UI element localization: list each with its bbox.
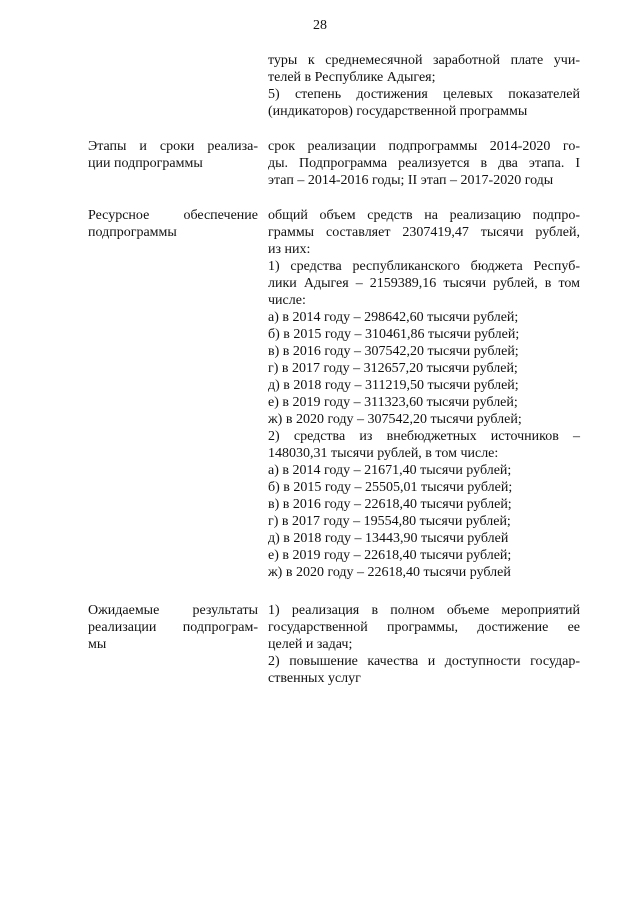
text-line: туры к среднемесячной заработной плате учи- (268, 53, 580, 68)
label-line: Ожидаемые результаты (88, 603, 258, 618)
label-line: мы (88, 637, 107, 652)
results-label (88, 602, 258, 653)
label-line: подпрограммы (88, 225, 177, 240)
page-number: 28 (313, 18, 327, 33)
text-line: д) в 2018 году – 13443,90 тысячи рублей (268, 531, 509, 546)
text-line: телей в Республике Адыгея; (268, 70, 436, 85)
label-line: реализации подпрограм- (88, 620, 258, 635)
stages-label (88, 138, 258, 172)
text-line: из них: (268, 242, 311, 257)
text-line: а) в 2014 году – 298642,60 тысячи рублей; (268, 310, 519, 325)
text-line: г) в 2017 году – 19554,80 тысячи рублей; (268, 514, 511, 529)
label-line: Ресурсное обеспечение (88, 208, 258, 223)
stages-text (268, 138, 580, 189)
text-line: 1) реализация в полном объеме мероприятий (268, 603, 580, 618)
text-line: в) в 2016 году – 22618,40 тысячи рублей; (268, 497, 512, 512)
text-line: ды. Подпрограмма реализуется в два этапа. I (268, 156, 580, 171)
text-line: д) в 2018 году – 311219,50 тысячи рублей; (268, 378, 519, 393)
text-line: лики Адыгея – 2159389,16 тысячи рублей, в том (268, 276, 580, 291)
text-line: 1) средства республиканского бюджета Респуб- (268, 259, 580, 274)
label-line: ции подпрограммы (88, 156, 203, 171)
text-line: е) в 2019 году – 311323,60 тысячи рублей; (268, 395, 518, 410)
text-line: ственных услуг (268, 671, 361, 686)
text-line: общий объем средств на реализацию подпро- (268, 208, 580, 223)
text-line: 2) повышение качества и доступности государ- (268, 654, 580, 669)
text-line: 2) средства из внебюджетных источников – (268, 429, 580, 444)
text-line: 148030,31 тысячи рублей, в том числе: (268, 446, 499, 461)
text-line: б) в 2015 году – 25505,01 тысячи рублей; (268, 480, 513, 495)
resources-text (268, 207, 580, 581)
results-text (268, 602, 580, 687)
text-line: б) в 2015 году – 310461,86 тысячи рублей; (268, 327, 520, 342)
text-line: целей и задач; (268, 637, 353, 652)
resources-label (88, 207, 258, 241)
continuation-text (268, 52, 580, 120)
text-line: этап – 2014-2016 годы; II этап – 2017-2020 годы (268, 173, 554, 188)
text-line: 5) степень достижения целевых показателей (268, 87, 580, 102)
text-line: срок реализации подпрограммы 2014-2020 го- (268, 139, 580, 154)
text-line: ж) в 2020 году – 22618,40 тысячи рублей (268, 565, 511, 580)
text-line: г) в 2017 году – 312657,20 тысячи рублей; (268, 361, 518, 376)
text-line: числе: (268, 293, 306, 308)
text-line: а) в 2014 году – 21671,40 тысячи рублей; (268, 463, 512, 478)
text-line: государственной программы, достижение ее (268, 620, 580, 635)
label-line: Этапы и сроки реализа- (88, 139, 258, 154)
text-line: (индикаторов) государственной программы (268, 104, 528, 119)
text-line: в) в 2016 году – 307542,20 тысячи рублей; (268, 344, 519, 359)
text-line: граммы составляет 2307419,47 тысячи рублей, (268, 225, 580, 240)
text-line: е) в 2019 году – 22618,40 тысячи рублей; (268, 548, 512, 563)
text-line: ж) в 2020 году – 307542,20 тысячи рублей; (268, 412, 522, 427)
